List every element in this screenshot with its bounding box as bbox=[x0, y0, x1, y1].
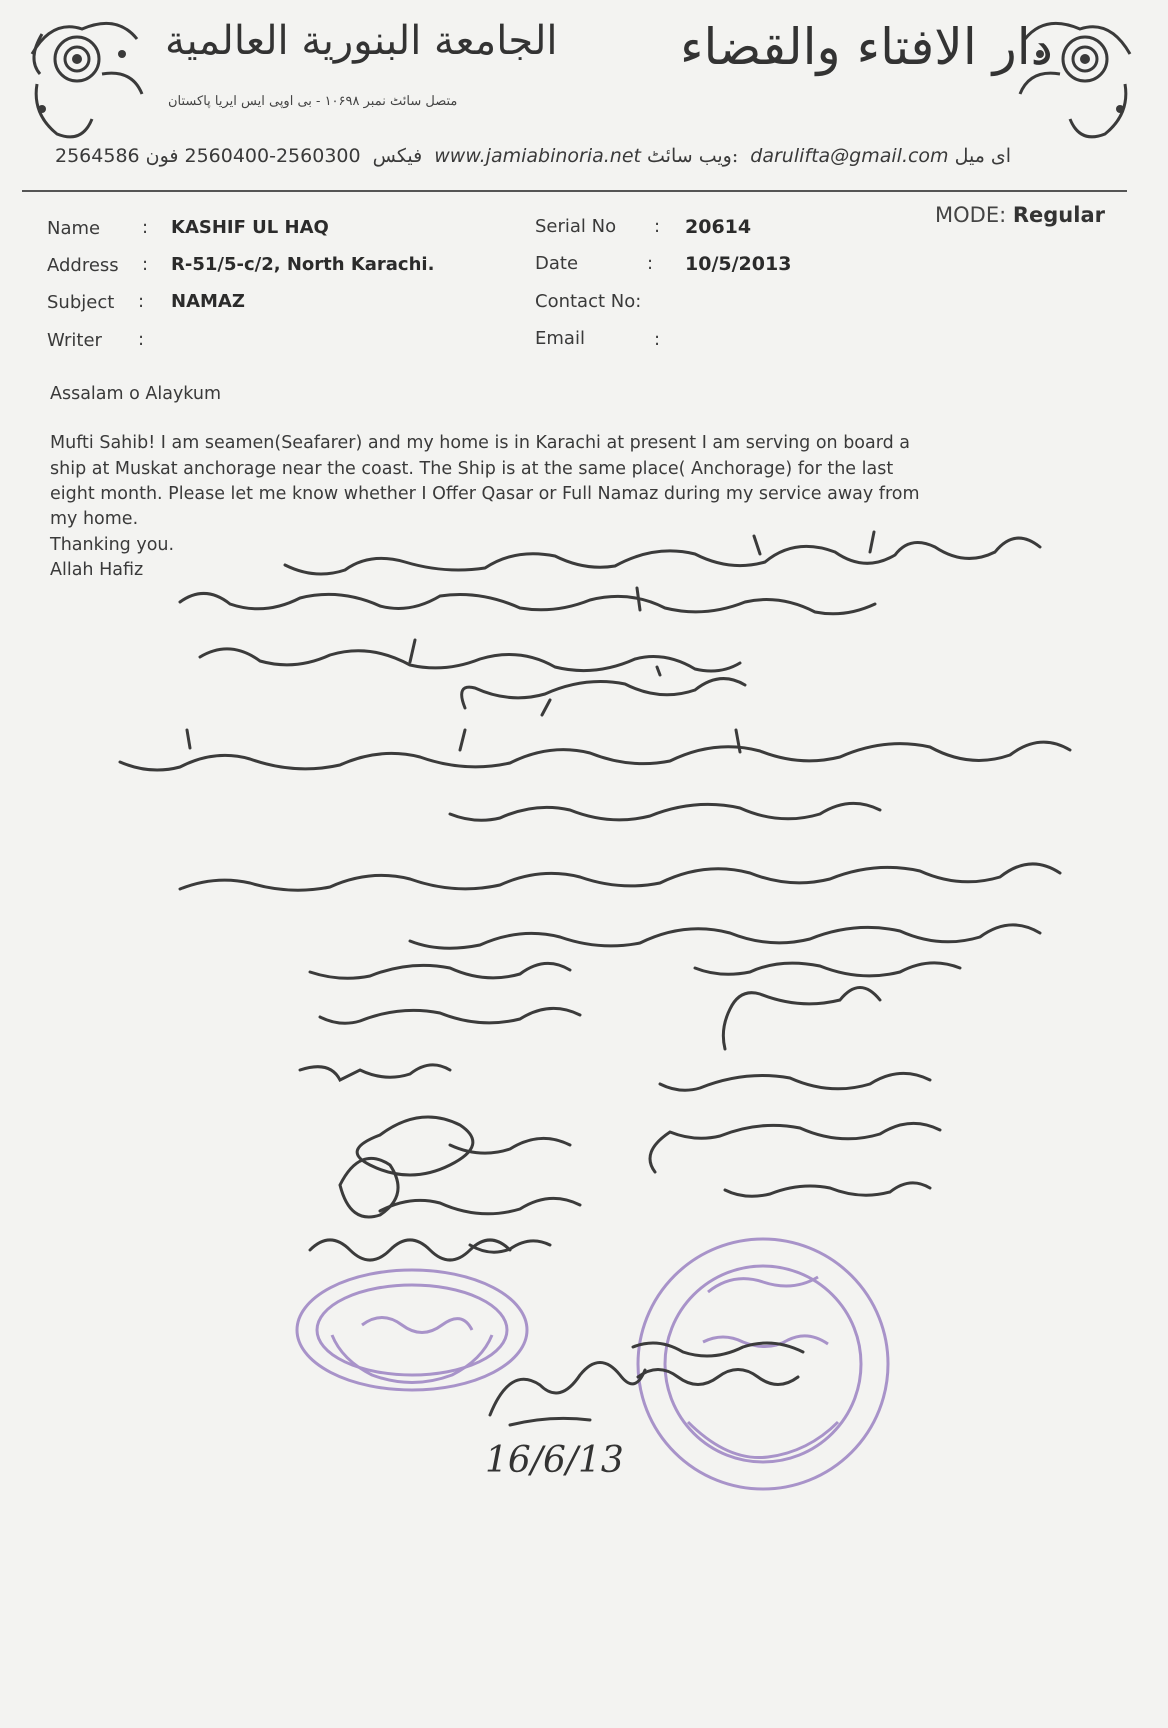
letter-line-3: eight month. Please let me know whether I Offer Qasar or Full Namaz during my service away from bbox=[50, 484, 920, 504]
website-link: www.jamiabinoria.net bbox=[434, 145, 641, 167]
subject-separator: : bbox=[138, 291, 145, 312]
writer-separator: : bbox=[138, 329, 145, 350]
subject-value: NAMAZ bbox=[171, 291, 245, 312]
fax-number: 2564586 bbox=[55, 145, 140, 167]
contact-line bbox=[55, 145, 1115, 167]
left-corner-ornament-icon bbox=[22, 14, 152, 149]
handwritten-answer bbox=[40, 720, 1090, 835]
name-label: Name bbox=[47, 218, 101, 239]
mufti-signature-right bbox=[600, 960, 960, 1220]
date-value: 10/5/2013 bbox=[685, 253, 792, 275]
institution-subtitle: متصل سائٹ نمبر ۱۰۶۹۸ - بی اوپی ایس ایریا پاکستان bbox=[168, 94, 458, 109]
signature-date: 16/6/13 bbox=[485, 1440, 624, 1481]
department-title: دار الافتاء والقضاء bbox=[680, 18, 1053, 76]
address-value: R-51/5-c/2, North Karachi. bbox=[171, 254, 435, 275]
subject-label: Subject bbox=[47, 292, 115, 313]
name-value: KASHIF UL HAQ bbox=[171, 217, 329, 238]
darulifta-seal-right bbox=[628, 1232, 898, 1497]
website-label: ویب سائٹ: bbox=[647, 145, 739, 167]
serial-value: 20614 bbox=[685, 216, 752, 238]
date-label: Date bbox=[535, 253, 579, 274]
thanks-line: Thanking you. bbox=[50, 535, 175, 555]
letter-line-1: Mufti Sahib! I am seamen(Seafarer) and my home is in Karachi at present I am serving on board a bbox=[50, 433, 911, 453]
mode-label: MODE: bbox=[935, 203, 1007, 227]
address-label: Address bbox=[47, 255, 119, 276]
contact-no-label: Contact No: bbox=[535, 291, 642, 312]
phone-label: فون bbox=[145, 145, 179, 167]
institution-title: الجامعة البنورية العالمية bbox=[165, 18, 558, 64]
mode-indicator bbox=[935, 203, 1105, 227]
letter-line-4: my home. bbox=[50, 509, 139, 529]
date-separator: : bbox=[647, 253, 654, 274]
serial-label: Serial No bbox=[535, 216, 617, 237]
letter-line-2: ship at Muskat anchorage near the coast. The Ship is at the same place( Anchorage) for the last bbox=[50, 459, 894, 479]
name-separator: : bbox=[142, 217, 149, 238]
email-address: darulifta@gmail.com bbox=[750, 145, 949, 167]
mufti-signature-left bbox=[270, 945, 600, 1095]
final-signature bbox=[480, 1355, 650, 1435]
email-field-label: Email bbox=[535, 328, 585, 349]
fax-label: فیکس bbox=[372, 145, 423, 167]
email-field-separator: : bbox=[654, 329, 661, 350]
closing-line: Allah Hafiz bbox=[50, 560, 144, 580]
writer-label: Writer bbox=[47, 330, 102, 351]
endorsement-signatures bbox=[300, 1095, 610, 1285]
mode-value: Regular bbox=[1012, 203, 1105, 227]
greeting: Assalam o Alaykum bbox=[50, 384, 222, 404]
address-separator: : bbox=[142, 254, 149, 275]
serial-separator: : bbox=[654, 216, 661, 237]
email-label: ای میل bbox=[954, 145, 1012, 167]
header-divider bbox=[22, 190, 1127, 192]
phone-numbers: 2560300-2560400 bbox=[184, 145, 361, 167]
handwritten-answer-heading bbox=[460, 665, 760, 720]
